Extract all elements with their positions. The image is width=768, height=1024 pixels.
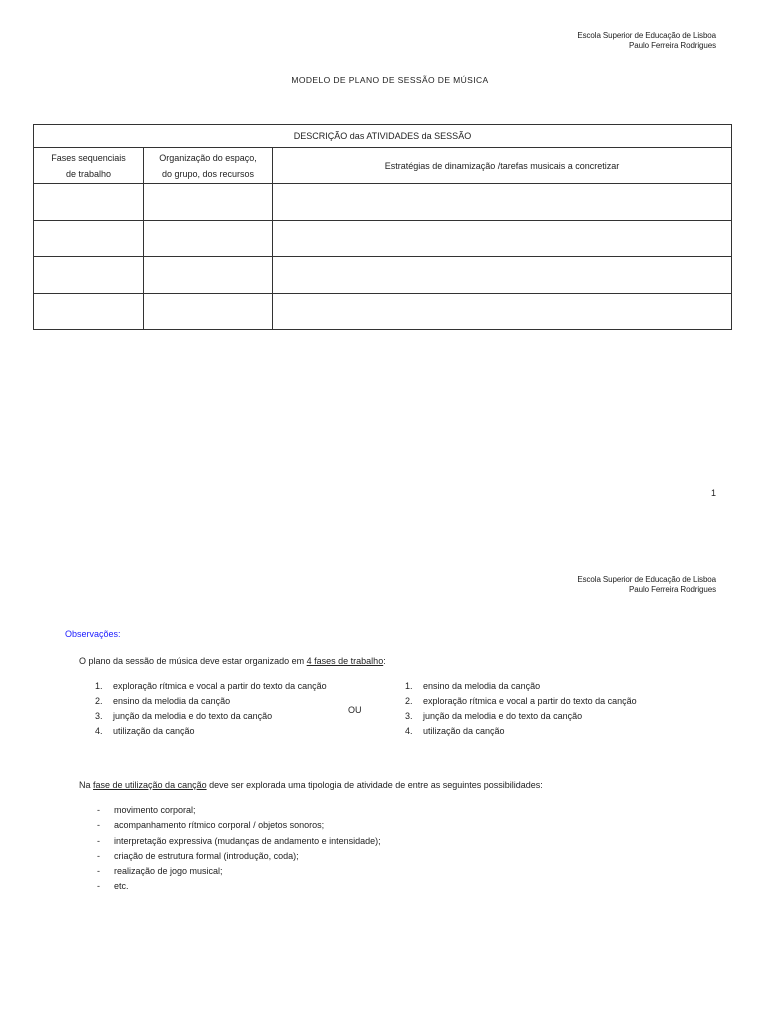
table-cell[interactable]	[273, 294, 732, 330]
observations-heading: Observações:	[65, 629, 121, 639]
table-cell[interactable]	[34, 257, 144, 294]
table-cell[interactable]	[34, 184, 144, 221]
table-cell[interactable]	[34, 294, 144, 330]
list-item: 4. utilização da canção	[405, 726, 505, 736]
table-caption: DESCRIÇÃO das ATIVIDADES da SESSÃO	[34, 125, 732, 148]
left-phase-list	[95, 679, 330, 739]
list-item: - etc.	[97, 879, 381, 894]
table-cell[interactable]	[144, 294, 273, 330]
page-number: 1	[710, 488, 716, 498]
column-header-phases: Fases sequenciais de trabalho	[34, 148, 144, 184]
intro-sentence: O plano da sessão de música deve estar organizado em 4 fases de trabalho:	[79, 656, 386, 666]
table-row	[34, 221, 732, 257]
table-cell[interactable]	[273, 257, 732, 294]
list-item: - interpretação expressiva (mudanças de andamento e intensidade);	[97, 834, 381, 849]
usage-phase-underlined: fase de utilização da canção	[93, 780, 207, 790]
column-header-strategies: Estratégias de dinamização /tarefas musicais a concretizar	[273, 148, 732, 184]
four-phases-underlined: 4 fases de trabalho	[306, 656, 384, 666]
list-item: 1. exploração rítmica e vocal a partir do texto da canção	[95, 681, 327, 691]
column-header-organization: Organização do espaço, do grupo, dos recursos	[144, 148, 273, 184]
list-item: 2. ensino da melodia da canção	[95, 696, 231, 706]
right-phase-list	[405, 679, 645, 739]
list-item: 2. exploração rítmica e vocal a partir do texto da canção	[405, 696, 637, 706]
list-item: 3. junção da melodia e do texto da canção	[95, 711, 273, 721]
document-title: MODELO DE PLANO DE SESSÃO DE MÚSICA	[291, 75, 489, 85]
session-plan-table	[33, 124, 732, 330]
author-name: Paulo Ferreira Rodrigues	[629, 585, 716, 594]
list-item: - movimento corporal;	[97, 803, 381, 818]
list-item: 4. utilização da canção	[95, 726, 195, 736]
school-name: Escola Superior de Educação de Lisboa	[577, 31, 716, 40]
list-item: - realização de jogo musical;	[97, 864, 381, 879]
page1-header	[577, 31, 716, 51]
author-name: Paulo Ferreira Rodrigues	[629, 41, 716, 50]
table-row	[34, 184, 732, 221]
list-item: - acompanhamento rítmico corporal / objetos sonoros;	[97, 818, 381, 833]
school-name: Escola Superior de Educação de Lisboa	[577, 575, 716, 584]
table-row	[34, 257, 732, 294]
table-cell[interactable]	[273, 184, 732, 221]
or-separator: OU	[348, 705, 362, 715]
table-cell[interactable]	[273, 221, 732, 257]
table-cell[interactable]	[34, 221, 144, 257]
list-item: 3. junção da melodia e do texto da canção	[405, 711, 583, 721]
usage-phase-sentence: Na fase de utilização da canção deve ser explorada uma tipologia de atividade de entre as seguintes possibilidades:	[79, 780, 543, 790]
table-cell[interactable]	[144, 257, 273, 294]
list-item: 1. ensino da melodia da canção	[405, 681, 541, 691]
table-cell[interactable]	[144, 221, 273, 257]
possibilities-list	[97, 803, 381, 895]
table-cell[interactable]	[144, 184, 273, 221]
page2-header	[577, 575, 716, 595]
table-row	[34, 294, 732, 330]
list-item: - criação de estrutura formal (introdução, coda);	[97, 849, 381, 864]
